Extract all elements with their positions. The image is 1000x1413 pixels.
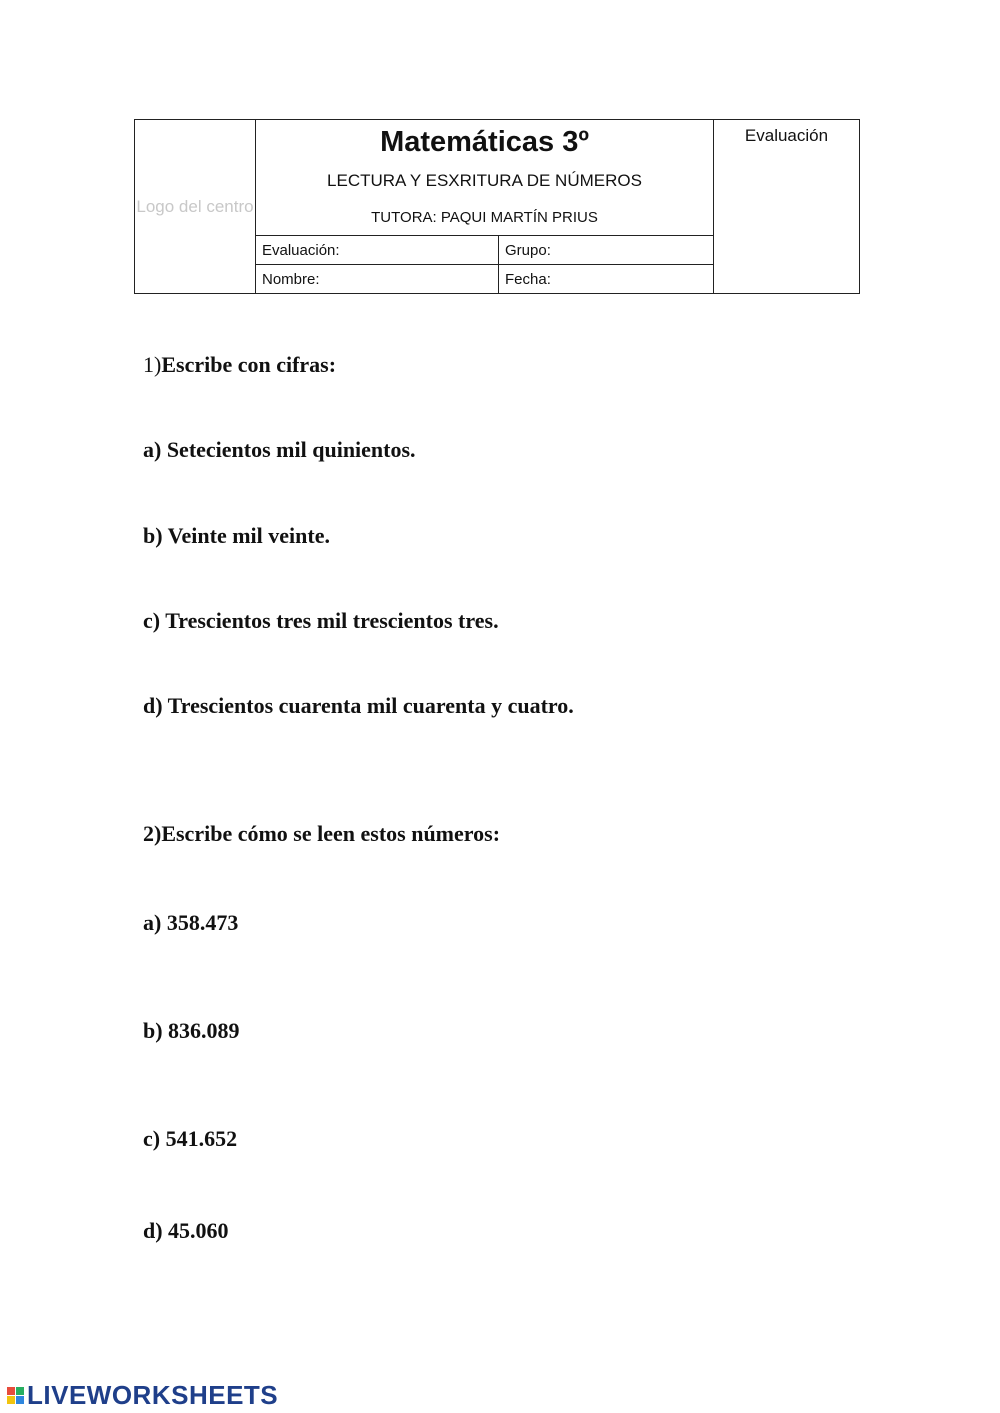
liveworksheets-logo	[7, 1380, 278, 1411]
section1-item-c: c) Trescientos tres mil trescientos tres.	[143, 608, 499, 633]
section2-item-c: c) 541.652	[143, 1126, 238, 1151]
section2-item-b: b) 836.089	[143, 1018, 240, 1043]
evaluation-box	[714, 120, 860, 294]
logo-placeholder-text: Logo del centro	[136, 196, 254, 216]
field-fecha: Fecha:	[499, 265, 714, 294]
section2-item-d: d) 45.060	[143, 1218, 229, 1243]
logo-block	[16, 1396, 24, 1404]
logo-blocks-icon	[7, 1387, 24, 1404]
brand-name: LIVEWORKSHEETS	[27, 1380, 279, 1410]
worksheet-subtitle: LECTURA Y ESXRITURA DE NÚMEROS	[327, 171, 642, 190]
section2-heading: 2)Escribe cómo se leen estos números:	[143, 821, 501, 846]
field-evaluacion: Evaluación:	[256, 236, 499, 265]
tutor-name: TUTORA: PAQUI MARTÍN PRIUS	[371, 209, 598, 226]
school-logo-placeholder	[135, 120, 256, 294]
field-grupo: Grupo:	[499, 236, 714, 265]
section1-heading-text: Escribe con cifras:	[161, 352, 337, 377]
evaluation-box-label: Evaluación	[744, 126, 829, 145]
field-nombre: Nombre:	[256, 265, 499, 294]
section1-item-d: d) Trescientos cuarenta mil cuarenta y cuatro.	[143, 693, 574, 718]
section1-item-a: a) Setecientos mil quinientos.	[143, 437, 416, 462]
logo-block	[7, 1387, 15, 1395]
title-block	[256, 120, 714, 236]
worksheet-header	[134, 119, 860, 294]
logo-block	[7, 1396, 15, 1404]
section1-item-b: b) Veinte mil veinte.	[143, 523, 330, 548]
worksheet-title: Matemáticas 3º	[380, 126, 589, 158]
section2-item-a: a) 358.473	[143, 910, 239, 935]
section1-heading	[143, 352, 336, 378]
logo-block	[16, 1387, 24, 1395]
section1-number: 1)	[143, 352, 162, 377]
